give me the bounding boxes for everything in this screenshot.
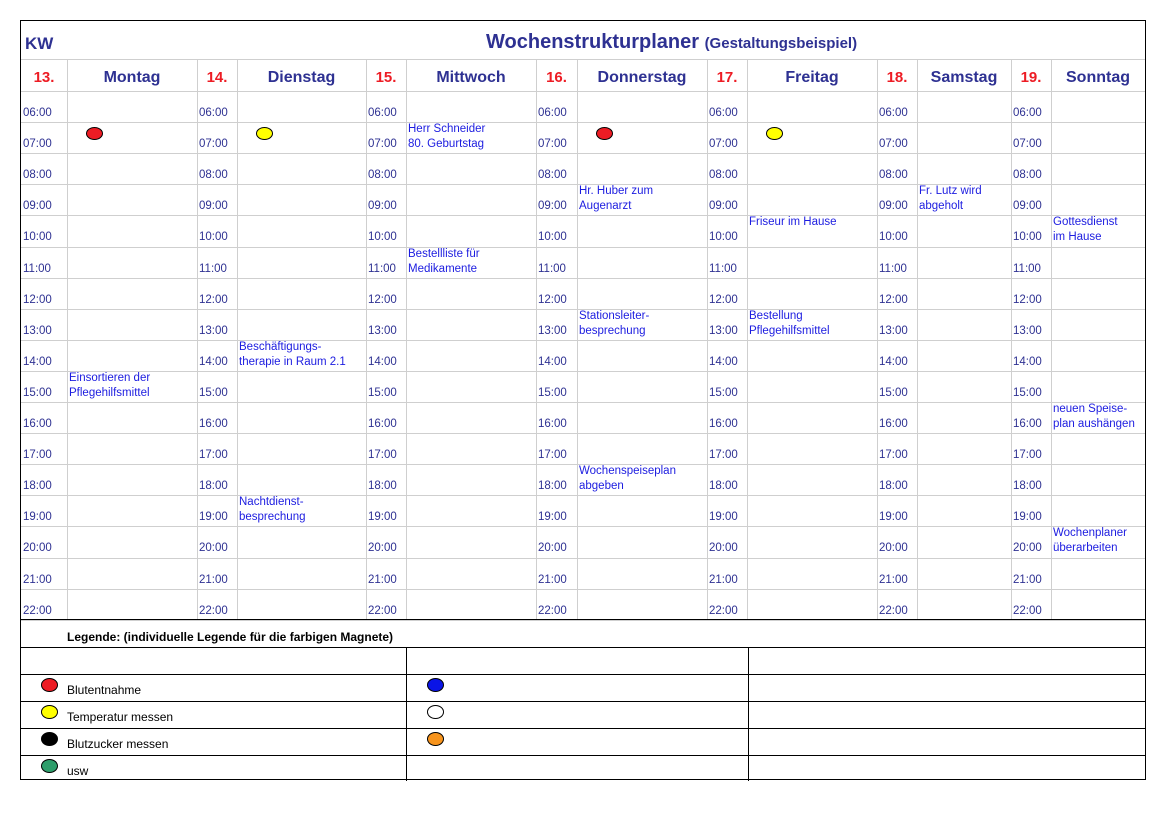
time-label: 06:00 [538,107,567,119]
time-label: 09:00 [199,200,228,213]
grid-column-divider [67,59,68,621]
time-label: 14:00 [709,355,738,368]
grid-column-divider [577,59,578,621]
time-label: 16:00 [23,418,52,430]
event-line: Friseur im Hause [749,216,837,229]
time-label: 08:00 [199,169,228,182]
grid-row-divider [21,91,1145,92]
time-label: 18:00 [538,480,567,493]
time-label: 07:00 [368,138,397,151]
time-label: 10:00 [709,231,738,244]
event-line: Pflegehilfsmittel [69,386,150,399]
time-label: 09:00 [538,200,567,213]
magnet-dot [256,127,273,140]
event-entry [408,247,480,277]
week-planner [20,20,1146,780]
time-label: 21:00 [23,573,52,586]
planner-title-main: Wochenstrukturplaner [486,31,699,53]
legend-row-divider [21,647,1145,648]
day-number: 17. [716,69,738,86]
event-line: Stationsleiter- [579,309,650,322]
time-label: 10:00 [1013,231,1042,244]
grid-column-divider [406,59,407,621]
time-label: 13:00 [368,324,397,337]
grid-row-divider [21,215,1145,216]
time-label: 06:00 [199,107,228,119]
time-label: 08:00 [879,169,908,182]
event-line: im Hause [1053,231,1102,244]
time-label: 14:00 [538,355,567,368]
time-label: 22:00 [1013,604,1042,617]
legend-magnet [427,732,444,746]
time-label: 06:00 [23,107,52,119]
day-number: 15. [375,69,397,86]
time-label: 17:00 [709,449,738,462]
grid-column-divider [877,59,878,621]
time-label: 13:00 [1013,324,1042,337]
time-label: 16:00 [538,418,567,430]
time-label: 13:00 [538,324,567,337]
time-label: 16:00 [709,418,738,430]
grid-column-divider [237,59,238,621]
magnet-dot [86,127,103,140]
time-label: 17:00 [199,449,228,462]
event-entry [579,184,653,214]
event-line: Bestellliste für [408,247,480,260]
legend-magnet [41,705,58,719]
time-label: 12:00 [23,293,52,306]
time-label: 18:00 [709,480,738,493]
event-entry [579,464,676,494]
time-label: 14:00 [23,355,52,368]
time-label: 22:00 [199,604,228,617]
time-label: 19:00 [538,511,567,524]
time-label: 11:00 [23,262,51,275]
day-number: 14. [206,69,228,86]
time-label: 13:00 [199,324,228,337]
grid-column-divider [1051,59,1052,621]
time-label: 18:00 [368,480,397,493]
time-label: 12:00 [368,293,397,306]
event-entry [919,184,982,214]
legend-label: usw [67,764,89,778]
event-entry [579,309,649,339]
time-label: 19:00 [879,511,908,524]
time-label: 20:00 [1013,542,1042,555]
time-label: 12:00 [879,293,908,306]
legend-magnet [427,705,444,719]
event-line: therapie in Raum 2.1 [239,355,346,368]
magnet-dot [766,127,783,140]
legend-column-divider [406,647,407,781]
time-label: 12:00 [199,293,228,306]
event-line: 80. Geburtstag [408,138,485,151]
time-label: 19:00 [709,511,738,524]
grid-row-divider [21,589,1145,590]
legend-magnet [427,678,444,692]
time-label: 20:00 [368,542,397,555]
time-label: 10:00 [23,231,52,244]
time-label: 16:00 [1013,418,1042,430]
event-entry [408,122,485,152]
time-label: 22:00 [23,604,52,617]
grid-column-divider [536,59,537,621]
time-label: 22:00 [538,604,567,617]
time-label: 21:00 [538,573,567,586]
time-label: 15:00 [1013,386,1042,399]
event-line: Fr. Lutz wird [919,185,982,198]
time-label: 11:00 [368,262,396,275]
event-line: Hr. Huber zum [579,185,654,198]
time-label: 12:00 [1013,293,1042,306]
legend [21,619,1145,781]
grid-column-divider [747,59,748,621]
time-label: 11:00 [199,262,227,275]
time-label: 14:00 [879,355,908,368]
time-label: 07:00 [879,138,908,151]
legend-label: Blutzucker messen [67,737,169,751]
planner-title-sub: (Gestaltungsbeispiel) [704,35,858,52]
grid-column-divider [197,59,198,621]
grid-row-divider [21,371,1145,372]
time-label: 21:00 [199,573,228,586]
grid-column-divider [366,59,367,621]
legend-magnet [41,732,58,746]
event-line: besprechung [239,511,306,524]
time-label: 10:00 [368,231,397,244]
time-label: 21:00 [1013,573,1042,586]
time-label: 20:00 [879,542,908,555]
time-label: 13:00 [23,324,52,337]
time-label: 09:00 [709,200,738,213]
time-label: 07:00 [23,138,52,151]
day-number: 19. [1020,69,1042,86]
time-label: 18:00 [23,480,52,493]
kw-label: KW [25,34,54,53]
time-label: 13:00 [879,324,908,337]
event-line: Augenarzt [579,200,632,213]
schedule-grid [21,21,1145,621]
time-label: 20:00 [23,542,52,555]
grid-row-divider [21,247,1145,248]
time-label: 15:00 [879,386,908,399]
time-label: 11:00 [879,262,907,275]
legend-row-divider [21,701,1145,702]
day-name: Samstag [930,69,998,86]
legend-row-divider [21,674,1145,675]
time-label: 15:00 [199,386,228,399]
time-label: 18:00 [879,480,908,493]
day-name: Montag [103,69,161,86]
time-label: 09:00 [368,200,397,213]
legend-column-divider [748,647,749,781]
time-label: 22:00 [368,604,397,617]
event-entry [1053,215,1118,245]
time-label: 16:00 [368,418,397,430]
event-entry [69,371,150,401]
time-label: 10:00 [199,231,228,244]
day-name: Sonntag [1066,69,1130,86]
time-label: 09:00 [879,200,908,213]
event-line: Nachtdienst- [239,496,304,509]
time-label: 07:00 [199,138,228,151]
time-label: 17:00 [23,449,52,462]
event-line: abgeben [579,480,624,493]
day-number: 18. [886,69,908,86]
time-label: 10:00 [879,231,908,244]
event-line: Beschäftigungs- [239,340,322,353]
time-label: 11:00 [1013,262,1041,275]
time-label: 07:00 [709,138,738,151]
time-label: 11:00 [538,262,566,275]
grid-column-divider [1011,59,1012,621]
time-label: 08:00 [1013,169,1042,182]
day-name: Donnerstag [597,69,687,86]
time-label: 21:00 [879,573,908,586]
grid-column-divider [917,59,918,621]
event-line: überarbeiten [1053,542,1118,555]
grid-row-divider [21,340,1145,341]
event-line: besprechung [579,324,646,337]
time-label: 08:00 [538,169,567,182]
time-label: 20:00 [538,542,567,555]
time-label: 16:00 [199,418,228,430]
legend-title: Legende: (individuelle Legende für die farbigen Magnete) [67,630,394,644]
day-number: 13. [33,69,55,86]
time-label: 21:00 [709,573,738,586]
legend-label: Blutentnahme [67,683,142,697]
time-label: 19:00 [1013,511,1042,524]
grid-row-divider [21,278,1145,279]
time-label: 15:00 [23,386,52,399]
time-label: 17:00 [538,449,567,462]
event-entry [239,340,346,370]
event-entry [1053,526,1127,556]
day-name: Mittwoch [436,69,506,86]
time-label: 20:00 [199,542,228,555]
time-label: 14:00 [1013,355,1042,368]
event-line: abgeholt [919,200,964,213]
time-label: 15:00 [538,386,567,399]
time-label: 13:00 [709,324,738,337]
grid-row-divider [21,122,1145,123]
grid-row-divider [21,402,1145,403]
time-label: 21:00 [368,573,397,586]
event-entry [1053,402,1135,432]
grid-row-divider [21,433,1145,434]
grid-row-divider [21,495,1145,496]
time-label: 06:00 [368,107,397,119]
event-line: Einsortieren der [69,371,151,384]
time-label: 18:00 [199,480,228,493]
event-entry [239,495,306,525]
day-name: Freitag [785,69,839,86]
time-label: 09:00 [23,200,52,213]
legend-magnet [41,759,58,773]
time-label: 08:00 [23,169,52,182]
time-label: 15:00 [709,386,738,399]
legend-magnet [41,678,58,692]
event-line: Wochenspeiseplan [579,465,676,478]
time-label: 14:00 [368,355,397,368]
event-entry [749,309,830,339]
time-label: 19:00 [368,511,397,524]
time-label: 22:00 [879,604,908,617]
time-label: 15:00 [368,386,397,399]
event-line: plan aushängen [1053,418,1135,430]
time-label: 12:00 [538,293,567,306]
time-label: 18:00 [1013,480,1042,493]
grid-row-divider [21,558,1145,559]
grid-row-divider [21,526,1145,527]
time-label: 08:00 [368,169,397,182]
time-label: 07:00 [1013,138,1042,151]
time-label: 06:00 [1013,107,1042,119]
time-label: 14:00 [199,355,228,368]
event-entry [749,215,837,230]
grid-column-divider [707,59,708,621]
time-label: 19:00 [23,511,52,524]
time-label: 16:00 [879,418,908,430]
time-label: 20:00 [709,542,738,555]
event-line: Bestellung [749,309,803,322]
event-line: Wochenplaner [1053,527,1127,540]
event-line: Gottesdienst [1053,216,1118,229]
event-line: neuen Speise- [1053,403,1128,415]
time-label: 22:00 [709,604,738,617]
time-label: 19:00 [199,511,228,524]
time-label: 11:00 [709,262,737,275]
day-number: 16. [546,69,567,86]
time-label: 07:00 [538,138,567,151]
grid-row-divider [21,153,1145,154]
time-label: 08:00 [709,169,738,182]
legend-label: Temperatur messen [67,710,174,724]
time-label: 09:00 [1013,200,1042,213]
magnet-dot [596,127,613,140]
grid-row-divider [21,59,1145,60]
event-line: Medikamente [408,262,478,275]
legend-row-divider [21,755,1145,756]
time-label: 06:00 [709,107,738,119]
time-label: 10:00 [538,231,567,244]
time-label: 17:00 [879,449,908,462]
time-label: 06:00 [879,107,908,119]
event-line: Herr Schneider [408,123,486,136]
legend-row-divider [21,728,1145,729]
time-label: 12:00 [709,293,738,306]
time-label: 17:00 [1013,449,1042,462]
day-name: Dienstag [267,69,336,86]
time-label: 17:00 [368,449,397,462]
event-line: Pflegehilfsmittel [749,324,830,337]
